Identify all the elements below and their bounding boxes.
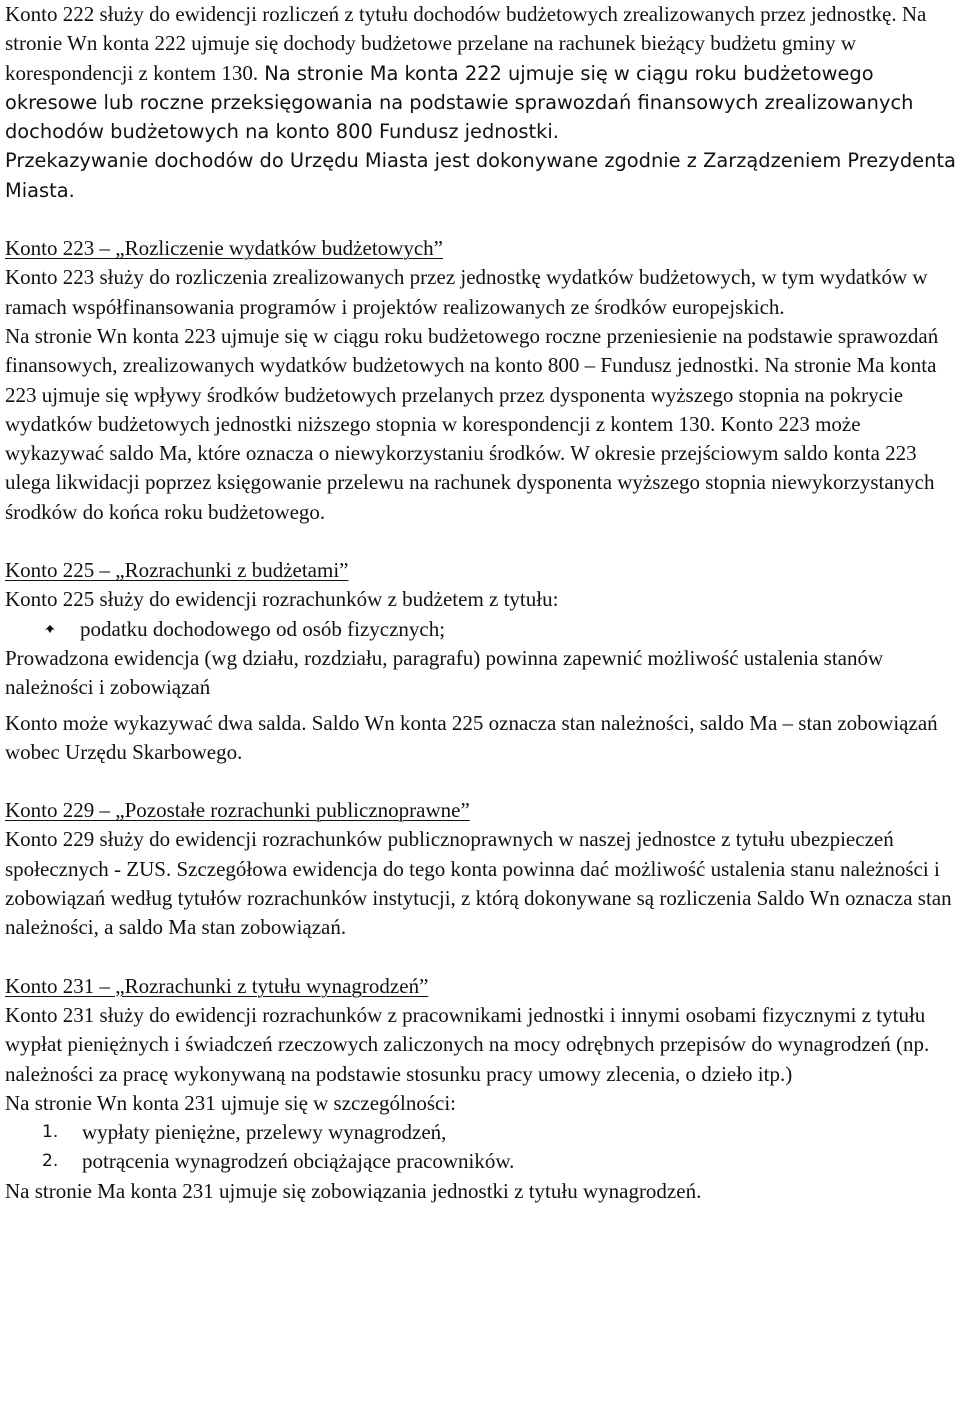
diamond-bullet-icon bbox=[42, 615, 58, 644]
section-spacer bbox=[5, 527, 957, 556]
konto-229-paragraph-1: Konto 229 służy do ewidencji rozrachunków publicznoprawnych w naszej jednostce z tytułu ubezpieczeń społecznych - ZUS. Szczegółowa ewidencja do tego konta powinna dać możliwość ustalenia stanu należności i zobowiązań według tytułów rozrachunków instytucji, z którą dokonywane są rozliczenia Saldo Wn oznacza stan należności, a saldo Ma stan zobowiązań. bbox=[5, 827, 952, 940]
konto-231-heading: Konto 231 – „Rozrachunki z tytułu wynagrodzeń” bbox=[5, 973, 429, 998]
konto-223-text-part-b: Na stronie Ma konta 223 ujmuje się wpływy środków budżetowych przelanych przez dysponenta wyższego stopnia na pokrycie wydatków budżetowych jednostki niższego stopnia w korespondencji z kontem 130. Konto 223 może wykazywać saldo Ma, które oznacza o niewykorzystaniu środków. W okresie przejściowym saldo konta 223 ulega likwidacji poprzez księgowanie przelewu na rachunek dysponenta wyższego stopnia niewykorzystanych środków do końca roku budżetowego. bbox=[5, 353, 937, 524]
document-page bbox=[5, 0, 957, 1206]
list-number: 1. bbox=[42, 1122, 59, 1143]
konto-225-paragraph-3: Konto może wykazywać dwa salda. Saldo Wn konta 225 oznacza stan należności, saldo Ma – stan zobowiązań wobec Urzędu Skarbowego. bbox=[5, 710, 938, 764]
konto-223-heading: Konto 223 – „Rozliczenie wydatków budżetowych” bbox=[5, 236, 443, 261]
intro-paragraph bbox=[5, 0, 957, 146]
konto-231-list-item-1 bbox=[5, 1118, 957, 1147]
list-item-text: wypłaty pieniężne, przelewy wynagrodzeń, bbox=[82, 1120, 447, 1145]
konto-225-heading: Konto 225 – „Rozrachunki z budżetami” bbox=[5, 558, 349, 583]
konto-223-paragraph-1: Konto 223 służy do rozliczenia zrealizowanych przez jednostkę wydatków budżetowych, w tym wydatków w ramach współfinansowania programów i projektów realizowanych ze środków europejskich. bbox=[5, 265, 928, 319]
intro-paragraph-2: Przekazywanie dochodów do Urzędu Miasta jest dokonywane zgodnie z Zarządzeniem Prezydenta Miasta. bbox=[5, 149, 956, 202]
konto-229-heading: Konto 229 – „Pozostałe rozrachunki publicznoprawne” bbox=[5, 798, 470, 823]
section-spacer bbox=[5, 767, 957, 796]
intro-text-part2: Na stronie Ma konta 222 ujmuje się w ciągu roku budżetowego okresowe lub roczne przeksięgowania na podstawie sprawozdań finansowych zrealizowanych dochodów budżetowych na konto 800 Fundusz jednostki. bbox=[5, 61, 914, 144]
konto-231-list-item-2 bbox=[5, 1147, 957, 1176]
list-number: 2. bbox=[42, 1151, 59, 1172]
section-spacer bbox=[5, 205, 957, 234]
list-item-text: potrącenia wynagrodzeń obciążające pracowników. bbox=[82, 1149, 515, 1174]
konto-223-paragraph-2 bbox=[5, 322, 957, 527]
konto-223-text-part-a: Na stronie Wn konta 223 ujmuje się w ciągu roku budżetowego roczne przeniesienie na podstawie sprawozdań finansowych, zrealizowanych wydatków budżetowych na konto 800 – Fundusz jednostki. bbox=[5, 323, 939, 378]
konto-225-paragraph-1: Konto 225 służy do ewidencji rozrachunków z budżetem z tytułu: bbox=[5, 587, 559, 612]
konto-225-paragraph-2: Prowadzona ewidencja (wg działu, rozdziału, paragrafu) powinna zapewnić możliwość ustalenia stanów należności i zobowiązań bbox=[5, 645, 884, 700]
konto-231-paragraph-3: Na stronie Ma konta 231 ujmuje się zobowiązania jednostki z tytułu wynagrodzeń. bbox=[5, 1178, 702, 1203]
konto-225-bullet-item bbox=[5, 615, 957, 644]
konto-231-paragraph-2: Na stronie Wn konta 231 ujmuje się w szczególności: bbox=[5, 1090, 457, 1115]
konto-231-paragraph-1: Konto 231 służy do ewidencji rozrachunków z pracownikami jednostki i innymi osobami fizycznymi z tytułu wypłat pieniężnych i świadczeń rzeczowych zaliczonych na mocy odrębnych przepisów do wynagrodzeń (np. należności za pracę wykonywaną na podstawie stosunku pracy umowy zlecenia, o dzieło itp.) bbox=[5, 1002, 930, 1086]
section-spacer bbox=[5, 943, 957, 972]
intro-text-part1: Konto 222 służy do ewidencji rozliczeń z tytułu dochodów budżetowych zrealizowanych przez jednostkę. Na stronie Wn konta 222 ujmuje się dochody budżetowe przelane na rachunek bieżący budżetu gminy w korespondencji z kontem 130. bbox=[5, 2, 927, 85]
konto-225-bullet-text: podatku dochodowego od osób fizycznych; bbox=[80, 616, 446, 641]
